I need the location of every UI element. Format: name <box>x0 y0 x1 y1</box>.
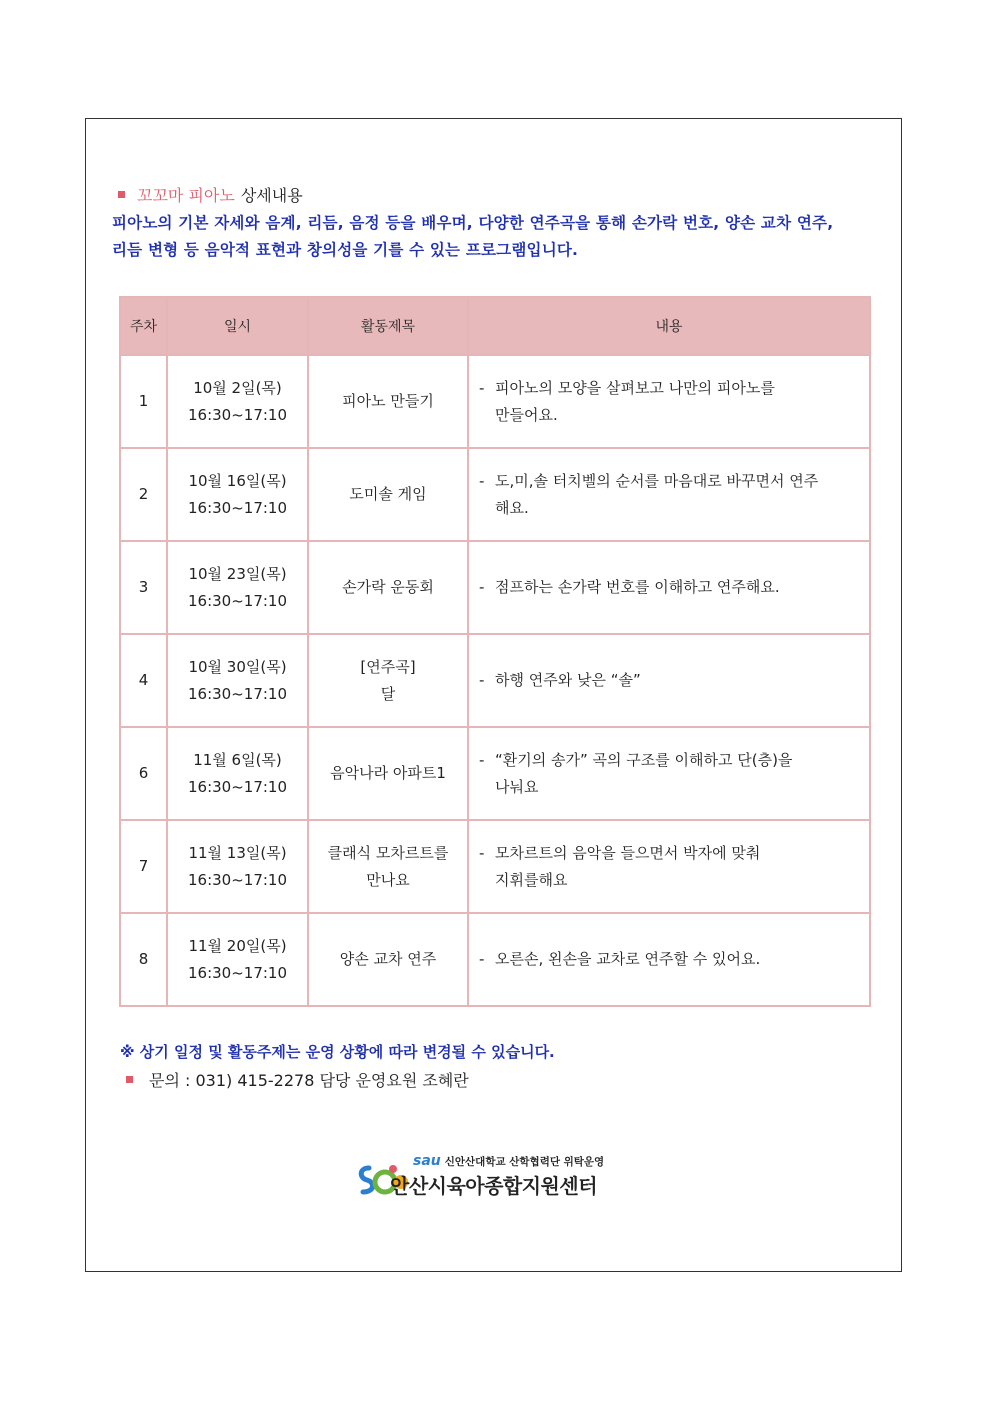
date-text: 10월 2일(목) <box>193 378 282 397</box>
content-line-1: 오른손, 왼손을 교차로 연주할 수 있어요. <box>495 950 761 968</box>
content-line-2: 해요. <box>495 498 529 517</box>
title-line-1: 도미솔 게임 <box>349 485 427 503</box>
title-line-2: 만나요 <box>366 870 410 889</box>
week-cell: 6 <box>120 727 167 820</box>
header-title: 활동제목 <box>308 297 468 355</box>
dash-marker: - <box>479 750 485 769</box>
org-text: 신안산대학교 산학협력단 위탁운영 <box>444 1155 605 1168</box>
date-text: 11월 13일(목) <box>188 843 287 862</box>
content-cell <box>468 355 870 448</box>
title-cell <box>308 448 468 541</box>
content-cell <box>468 820 870 913</box>
content-cell <box>468 913 870 1006</box>
date-cell <box>167 541 308 634</box>
date-text: 10월 30일(목) <box>188 657 287 676</box>
square-bullet-icon <box>126 1076 133 1083</box>
title-cell <box>308 355 468 448</box>
table-row <box>120 913 870 1006</box>
title-line-2: 달 <box>380 684 396 703</box>
week-cell: 2 <box>120 448 167 541</box>
square-bullet-icon <box>118 191 125 198</box>
content-line-2: 지휘를해요 <box>495 870 568 889</box>
title-line-1: 피아노 만들기 <box>342 392 434 410</box>
date-cell <box>167 913 308 1006</box>
table-header-row <box>120 297 870 355</box>
dash-marker: - <box>479 471 485 490</box>
table-row <box>120 634 870 727</box>
heading-suffix: 상세내용 <box>240 186 303 205</box>
date-text: 10월 23일(목) <box>188 564 287 583</box>
date-text: 11월 6일(목) <box>193 750 282 769</box>
center-logo <box>355 1148 635 1200</box>
date-cell <box>167 355 308 448</box>
section-heading <box>118 183 303 206</box>
date-text: 10월 16일(목) <box>188 471 287 490</box>
content-line-2: 만들어요. <box>495 405 558 424</box>
center-name: 안산시육아종합지원센터 <box>390 1174 598 1198</box>
content-line-1: 도,미,솔 터치벨의 순서를 마음대로 바꾸면서 연주 <box>495 471 819 490</box>
schedule-table <box>119 296 871 1007</box>
time-text: 16:30~17:10 <box>187 405 288 424</box>
title-line-1: 손가락 운동회 <box>342 578 434 596</box>
week-cell: 3 <box>120 541 167 634</box>
time-text: 16:30~17:10 <box>187 777 288 796</box>
title-cell <box>308 727 468 820</box>
week-cell: 4 <box>120 634 167 727</box>
title-cell <box>308 913 468 1006</box>
header-content: 내용 <box>468 297 870 355</box>
dash-marker: - <box>479 378 485 397</box>
contact-info <box>126 1068 469 1091</box>
dash-marker: - <box>479 950 485 968</box>
date-text: 11월 20일(목) <box>188 936 287 955</box>
week-cell: 7 <box>120 820 167 913</box>
date-cell <box>167 634 308 727</box>
table-row <box>120 355 870 448</box>
content-cell <box>468 727 870 820</box>
date-cell <box>167 448 308 541</box>
content-cell <box>468 541 870 634</box>
program-name: 꼬꼬마 피아노 <box>137 186 235 205</box>
header-date: 일시 <box>167 297 308 355</box>
date-cell <box>167 820 308 913</box>
table-row <box>120 820 870 913</box>
title-line-1: 클래식 모차르트를 <box>327 843 449 862</box>
operating-org <box>413 1153 604 1169</box>
title-line-1: 양손 교차 연주 <box>339 950 437 968</box>
time-text: 16:30~17:10 <box>187 870 288 889</box>
contact-text: 문의 : 031) 415-2278 담당 운영요원 조혜란 <box>149 1071 469 1090</box>
content-line-1: 점프하는 손가락 번호를 이해하고 연주해요. <box>495 578 780 596</box>
content-line-1: 하행 연주와 낮은 “솔” <box>495 671 641 689</box>
dash-marker: - <box>479 671 485 689</box>
time-text: 16:30~17:10 <box>187 963 288 982</box>
time-text: 16:30~17:10 <box>187 498 288 517</box>
date-cell <box>167 727 308 820</box>
title-line-1: [연주곡] <box>360 657 416 676</box>
table-row <box>120 727 870 820</box>
title-cell <box>308 634 468 727</box>
title-line-1: 음악나라 아파트1 <box>330 764 446 782</box>
time-text: 16:30~17:10 <box>187 591 288 610</box>
program-description <box>112 210 892 264</box>
content-line-2: 나눠요 <box>495 777 539 796</box>
week-cell: 1 <box>120 355 167 448</box>
dash-marker: - <box>479 578 485 596</box>
week-cell: 8 <box>120 913 167 1006</box>
table-row <box>120 541 870 634</box>
title-cell <box>308 820 468 913</box>
content-line-1: 피아노의 모양을 살펴보고 나만의 피아노를 <box>495 378 775 397</box>
content-line-1: “환기의 송가” 곡의 구조를 이해하고 단(층)을 <box>495 750 793 769</box>
content-cell <box>468 448 870 541</box>
sau-wordmark: sau <box>413 1153 441 1169</box>
content-line-1: 모차르트의 음악을 들으면서 박자에 맞춰 <box>495 843 761 862</box>
title-cell <box>308 541 468 634</box>
dash-marker: - <box>479 843 485 862</box>
time-text: 16:30~17:10 <box>187 684 288 703</box>
schedule-change-notice: ※ 상기 일정 및 활동주제는 운영 상황에 따라 변경될 수 있습니다. <box>120 1043 555 1061</box>
description-line-1: 피아노의 기본 자세와 음계, 리듬, 음정 등을 배우며, 다양한 연주곡을 통해 손가락 번호, 양손 교차 연주, <box>112 214 834 232</box>
table-row <box>120 448 870 541</box>
description-line-2: 리듬 변형 등 음악적 표현과 창의성을 기를 수 있는 프로그램입니다. <box>112 241 579 259</box>
content-cell <box>468 634 870 727</box>
header-week: 주차 <box>120 297 167 355</box>
